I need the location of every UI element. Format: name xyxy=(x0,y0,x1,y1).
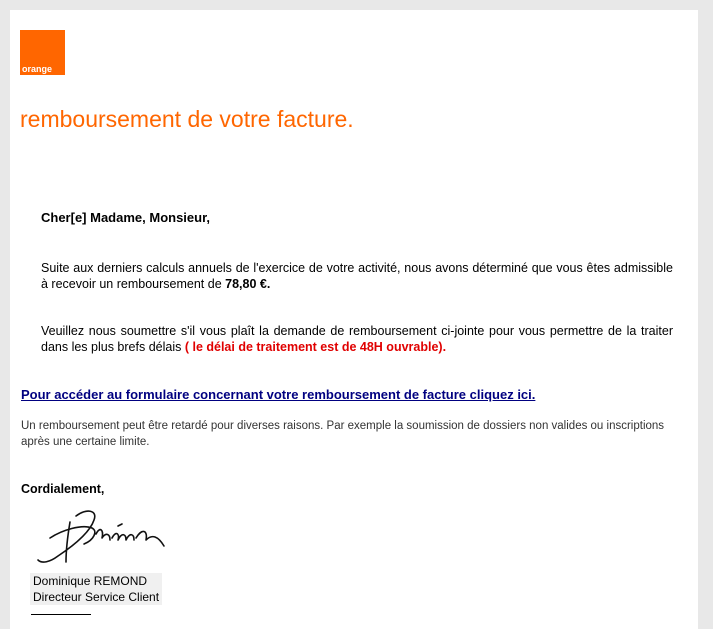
signer-name: Dominique REMOND xyxy=(33,574,148,588)
email-heading: remboursement de votre facture. xyxy=(20,106,354,132)
greeting: Cher[e] Madame, Monsieur, xyxy=(41,210,211,225)
handwritten-signature xyxy=(36,504,166,568)
orange-logo xyxy=(20,30,65,75)
signer-title: Directeur Service Client xyxy=(33,590,160,604)
refund-amount: 78,80 €. xyxy=(225,277,271,291)
refund-text: Suite aux derniers calculs annuels de l'exercice de votre activité, nous avons déterminé que vous êtes admissible à recevoir un remboursement de xyxy=(41,261,673,291)
refund-paragraph xyxy=(41,260,673,292)
signature-divider xyxy=(31,614,91,615)
request-paragraph xyxy=(41,323,673,355)
logo-text: orange xyxy=(22,64,53,74)
email-body xyxy=(10,10,698,629)
refund-form-link[interactable]: Pour accéder au formulaire concernant votre remboursement de facture cliquez ici. xyxy=(21,387,536,402)
closing: Cordialement, xyxy=(21,482,105,496)
delay-note: Un remboursement peut être retardé pour diverses raisons. Par exemple la soumission de dossiers non valides ou inscriptions après une certaine limite. xyxy=(21,420,665,448)
request-text: Veuillez nous soumettre s'il vous plaît la demande de remboursement ci-jointe pour vous permettre de la traiter dans les plus brefs délais xyxy=(41,324,673,354)
deadline-notice: ( le délai de traitement est de 48H ouvrable). xyxy=(184,340,447,354)
signature-block xyxy=(30,573,162,605)
